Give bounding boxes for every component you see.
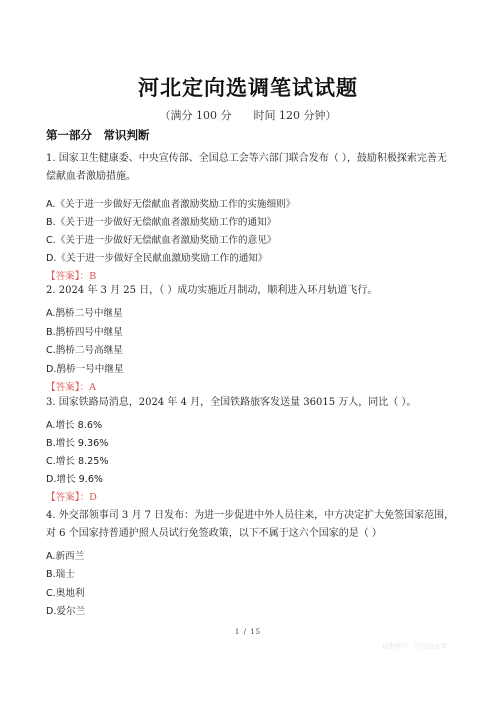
document-subtitle xyxy=(0,107,496,123)
option-c: C.鹊桥二号高继星 xyxy=(46,345,123,356)
question-stem: 3. 国家铁路局消息，2024 年 4 月，全国铁路旅客发送量 36015 万人，同比（ ）。 xyxy=(46,397,417,408)
option-c: C.《关于进一步做好无偿献血者激励奖励工作的意见》 xyxy=(46,235,277,246)
page-number: 1 / 15 xyxy=(234,628,262,636)
score-info: （满分 100 分 xyxy=(159,109,232,122)
option-a: A.《关于进一步做好无偿献血者激励奖励工作的实施细则》 xyxy=(46,199,296,210)
option-b: B.增长 9.36% xyxy=(46,438,109,449)
answer-label: 【答案】：B xyxy=(46,271,97,282)
time-info: 时间 120 分钟） xyxy=(253,109,337,122)
answer-label: 【答案】：D xyxy=(46,492,97,503)
option-c: C.奥地利 xyxy=(46,588,85,599)
question-stem: 2. 2024 年 3 月 25 日，（ ）成功实施近月制动，顺利进入环月轨道飞行。 xyxy=(46,285,378,296)
question-stem: 4. 外交部领事司 3 月 7 日发布：为进一步促进中外人员往来，中方决定扩大免签国家范围，对 6 个国家持普通护照人员试行免签政策，以下不属于这六个国家的是（ ） xyxy=(46,510,455,539)
option-d: D.爱尔兰 xyxy=(46,606,86,617)
question-stem: 1. 国家卫生健康委、中央宣传部、全国总工会等六部门联合发布（ ），鼓励积极探索完善无偿献血者激励措施。 xyxy=(46,153,447,182)
section-title: 第一部分 常识判断 xyxy=(46,128,150,142)
answer-label: 【答案】：A xyxy=(46,382,97,393)
document-title: 河北定向选调笔试试题 xyxy=(138,76,358,100)
option-a: A.增长 8.6% xyxy=(46,420,103,431)
option-a: A.鹊桥二号中继星 xyxy=(46,308,123,319)
option-d: D.鹊桥一号中继星 xyxy=(46,364,124,375)
option-a: A.新西兰 xyxy=(46,551,85,562)
watermark-text: 仅供学习，可自由分享 xyxy=(382,642,447,650)
option-c: C.增长 8.25% xyxy=(46,456,109,467)
option-b: B.《关于进一步做好无偿献血者激励奖励工作的通知》 xyxy=(46,217,277,228)
option-b: B.鹊桥四号中继星 xyxy=(46,327,123,338)
option-d: D.增长 9.6% xyxy=(46,474,104,485)
option-b: B.瑞士 xyxy=(46,569,75,580)
option-d: D.《关于进一步做好全民献血激励奖励工作的通知》 xyxy=(46,253,268,264)
